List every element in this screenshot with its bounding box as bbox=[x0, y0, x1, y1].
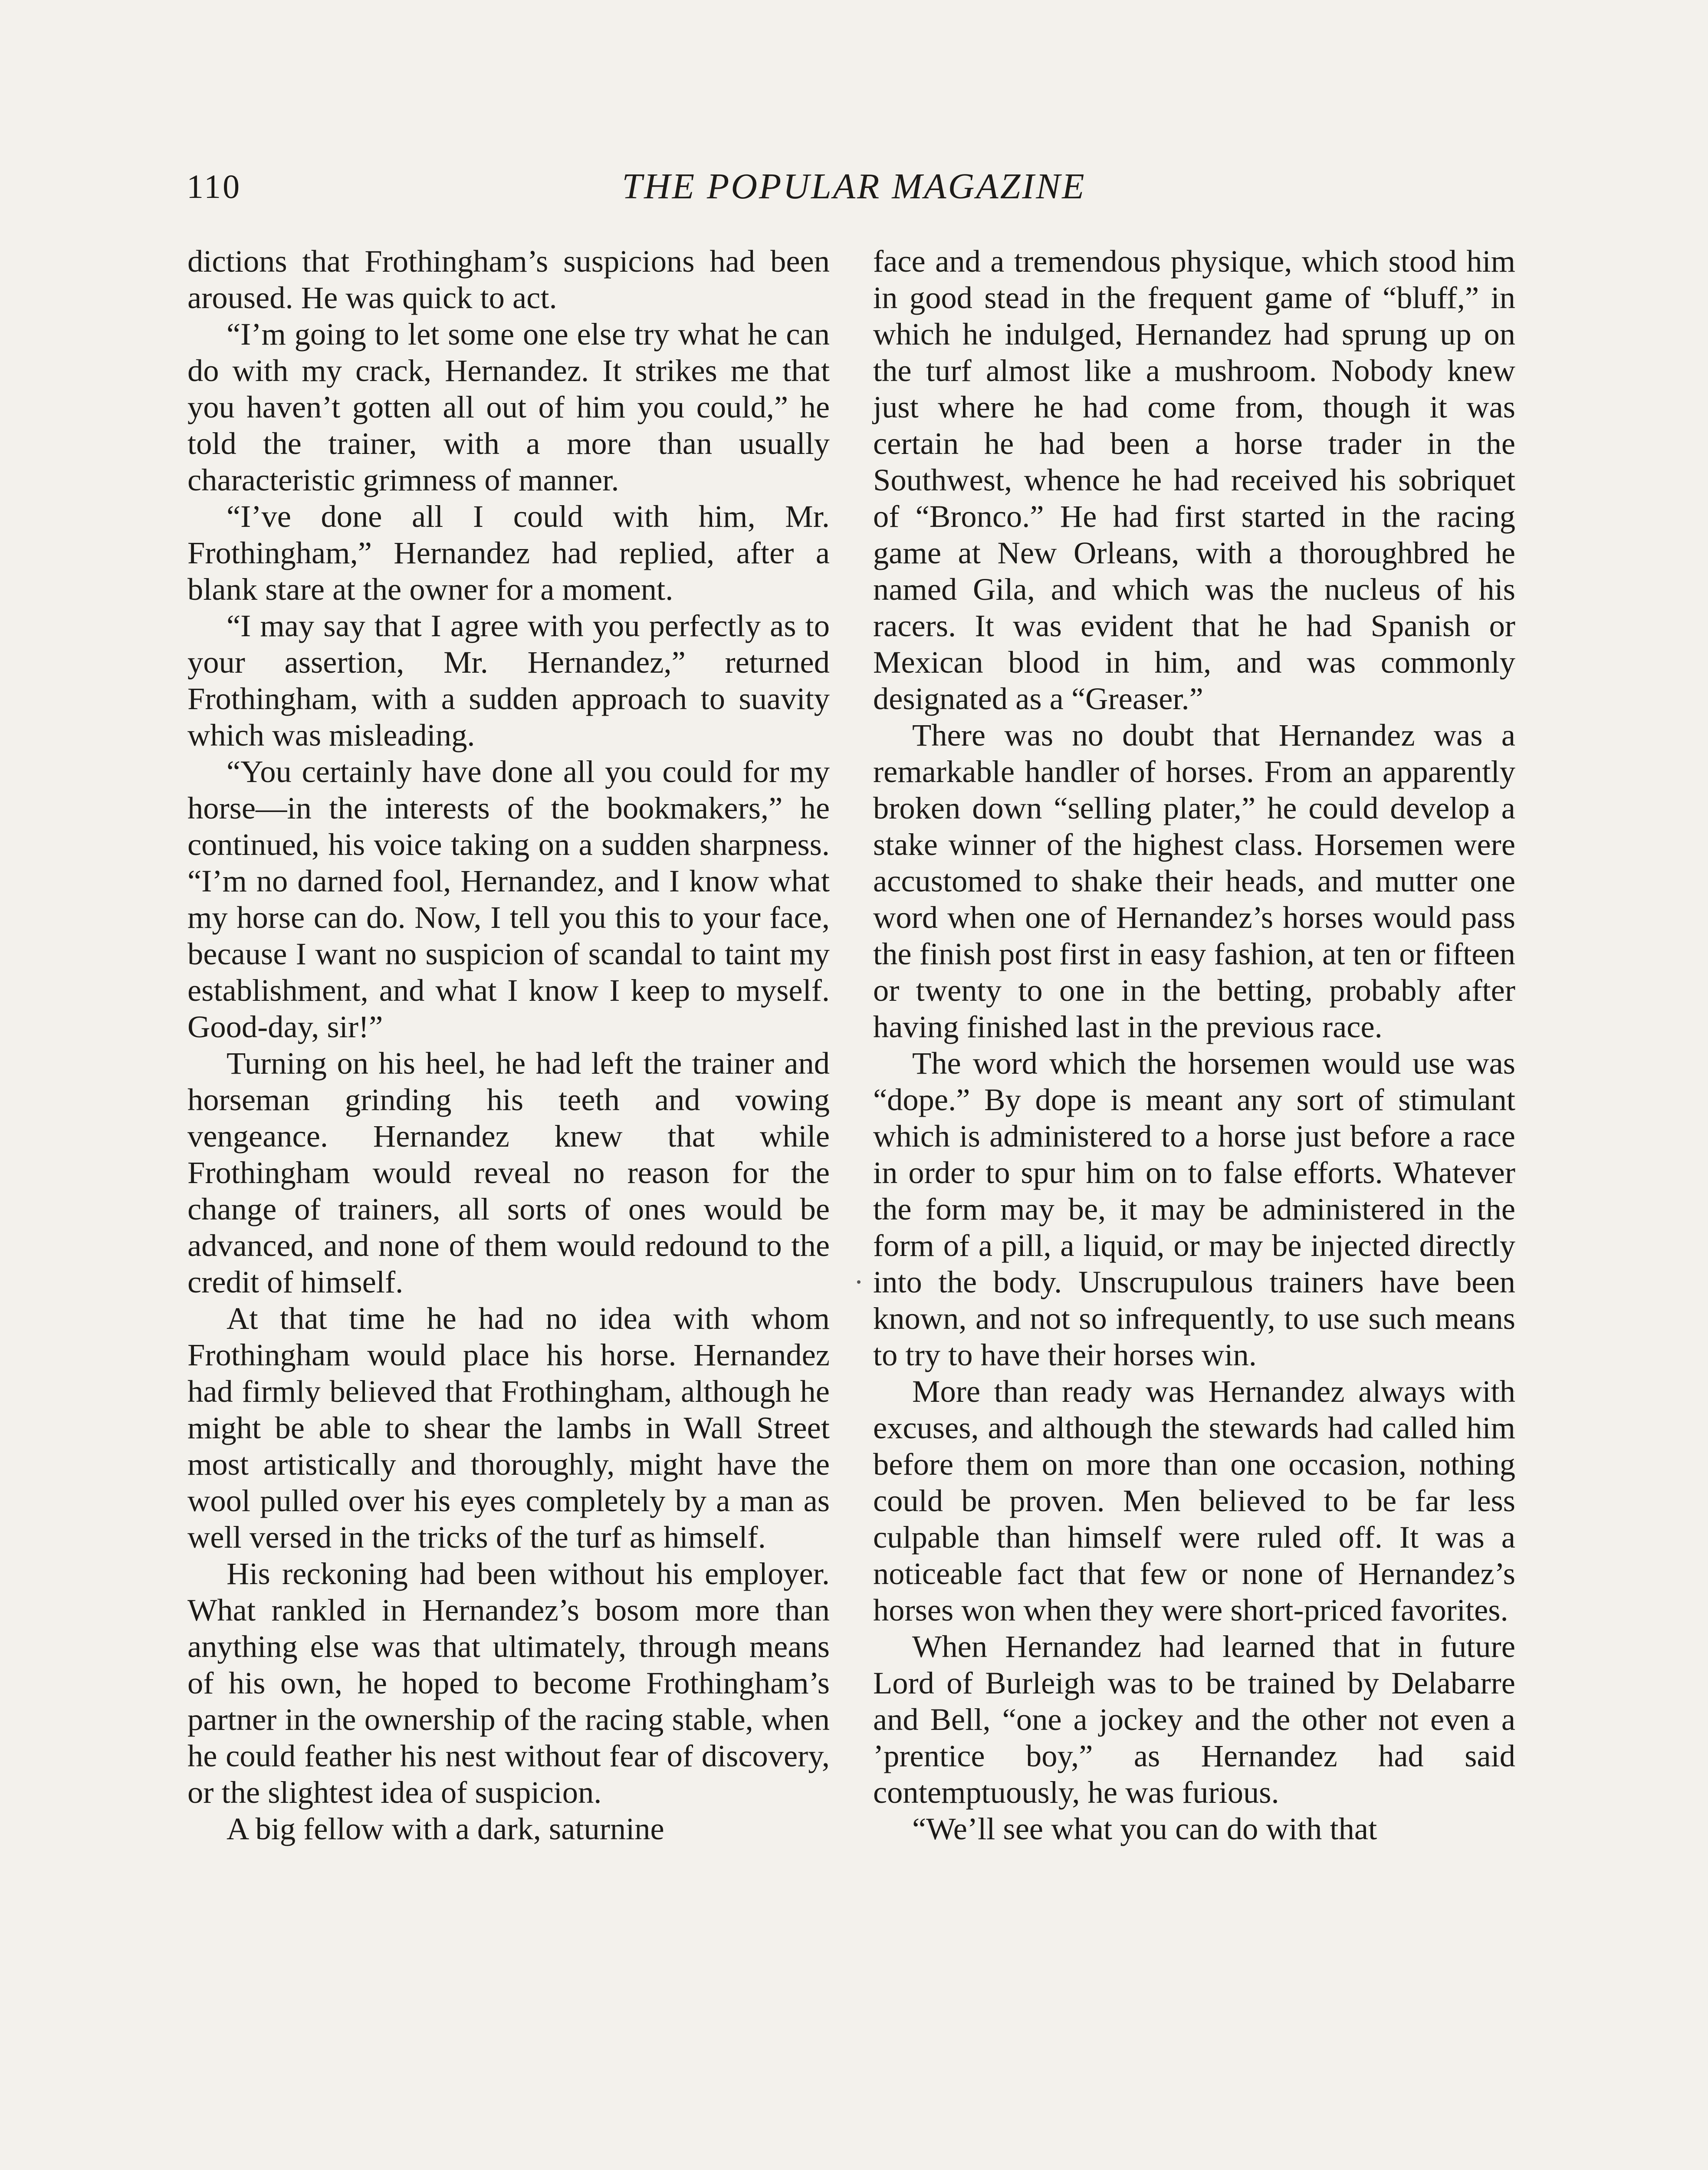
text-column-right bbox=[873, 243, 1515, 1847]
paragraph: At that time he had no idea with whom Frothingham would place his horse. Hernandez had firmly believed that Frothingham, although he might be able to shear the lambs in Wall Street most artistically and thoroughly, might have the wool pulled over his eyes completely by a man as well versed in the tricks of the turf as himself. bbox=[187, 1301, 830, 1555]
page-number: 110 bbox=[187, 168, 242, 205]
text-column-left bbox=[187, 243, 830, 1847]
running-title: THE POPULAR MAGAZINE bbox=[622, 166, 1086, 207]
paragraph: dictions that Frothingham’s suspicions had been aroused. He was quick to act. bbox=[187, 243, 830, 315]
page-header bbox=[187, 165, 1521, 213]
paragraph: When Hernandez had learned that in future Lord of Burleigh was to be trained by Delabarre and Bell, “one a jockey and the other not even a ’prentice boy,” as Hernandez had said contemptuously, he was furious. bbox=[873, 1629, 1515, 1810]
print-speck bbox=[857, 1280, 861, 1284]
paragraph: “We’ll see what you can do with that bbox=[912, 1811, 1377, 1846]
paragraph: A big fellow with a dark, saturnine bbox=[227, 1811, 664, 1846]
paragraph: There was no doubt that Hernandez was a remarkable handler of horses. From an apparently broken down “selling plater,” he could develop a stake winner of the highest class. Horsemen were accustomed to shake their heads, and mutter one word when one of Hernandez’s horses would pass the finish post first in easy fashion, at ten or fifteen or twenty to one in the betting, probably after having finished last in the previous race. bbox=[873, 717, 1515, 1044]
paragraph: Turning on his heel, he had left the trainer and horseman grinding his teeth and vowing vengeance. Hernandez knew that while Frothingham would reveal no reason for the change of trainers, all sorts of ones would be advanced, and none of them would redound to the credit of himself. bbox=[187, 1046, 830, 1299]
paragraph: His reckoning had been without his employer. What rankled in Hernandez’s bosom more than anything else was that ultimately, through means of his own, he hoped to become Frothingham’s partner in the ownership of the racing stable, when he could feather his nest without fear of discovery, or the slightest idea of suspicion. bbox=[187, 1556, 830, 1810]
paragraph: “I’m going to let some one else try what he can do with my crack, Hernandez. It strikes me that you haven’t gotten all out of him you could,” he told the trainer, with a more than usually characteristic grimness of manner. bbox=[187, 316, 830, 497]
paragraph: “I’ve done all I could with him, Mr. Frothingham,” Hernandez had replied, after a blank stare at the owner for a moment. bbox=[187, 499, 830, 607]
paragraph: face and a tremendous physique, which stood him in good stead in the frequent game of “bluff,” in which he indulged, Hernandez had sprung up on the turf almost like a mushroom. Nobody knew just where he had come from, though it was certain he had been a horse trader in the Southwest, whence he had received his sobriquet of “Bronco.” He had first started in the racing game at New Orleans, with a thoroughbred he named Gila, and which was the nucleus of his racers. It was evident that he had Spanish or Mexican blood in him, and was commonly designated as a “Greaser.” bbox=[873, 243, 1515, 716]
paragraph: More than ready was Hernandez always with excuses, and although the stewards had called him before them on more than one occasion, nothing could be proven. Men believed to be far less culpable than himself were ruled off. It was a noticeable fact that few or none of Hernandez’s horses won when they were short-priced favorites. bbox=[873, 1374, 1515, 1628]
paragraph: The word which the horsemen would use was “dope.” By dope is meant any sort of stimulant which is administered to a horse just before a race in order to spur him on to false efforts. Whatever the form may be, it may be administered in the form of a pill, a liquid, or may be injected directly into the body. Unscrupulous trainers have been known, and not so infrequently, to use such means to try to have their horses win. bbox=[873, 1046, 1515, 1372]
paragraph: “You certainly have done all you could for my horse—in the interests of the bookmakers,” he continued, his voice taking on a sudden sharpness. “I’m no darned fool, Hernandez, and I know what my horse can do. Now, I tell you this to your face, because I want no suspicion of scandal to taint my establishment, and what I know I keep to myself. Good-day, sir!” bbox=[187, 754, 830, 1044]
paragraph: “I may say that I agree with you perfectly as to your assertion, Mr. Hernandez,” returned Frothingham, with a sudden approach to suavity which was misleading. bbox=[187, 608, 830, 753]
